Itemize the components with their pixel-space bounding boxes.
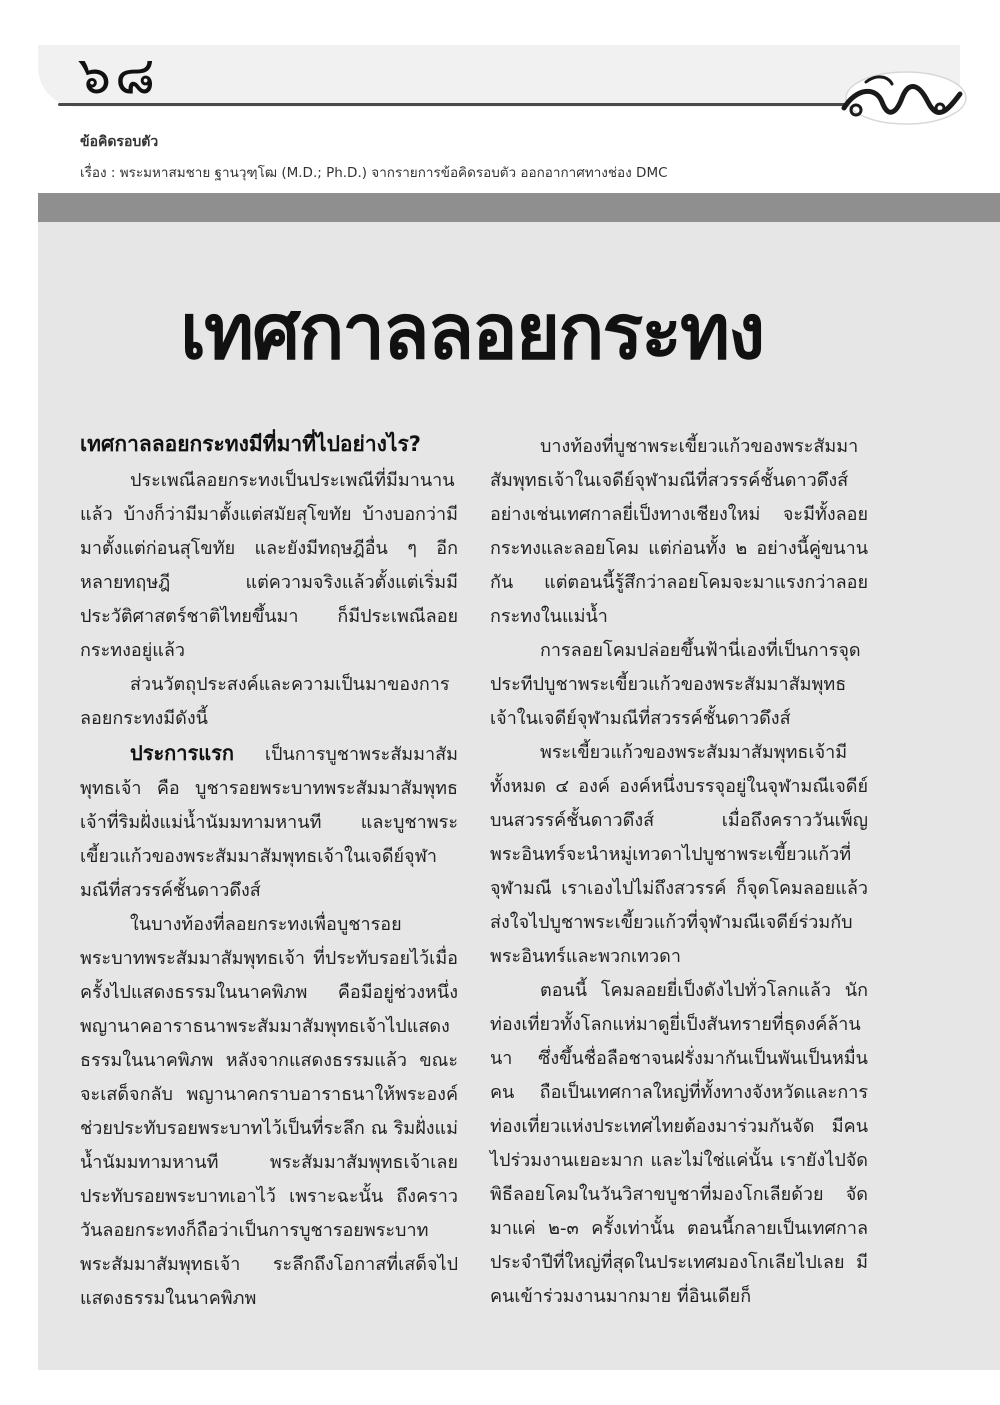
top-band [38,193,1000,222]
paragraph: ตอนนี้ โคมลอยยี่เป็งดังไปทั่วโลกแล้ว นักท่องเที่ยวทั้งโลกแห่มาดูยี่เป็งสันทรายที่ธุดงค์ล้านนา ซึ่งขึ้นชื่อลือชาจนฝรั่งมากันเป็นพันเป็นหมื่นคน ถือเป็นเทศกาลใหญ่ที่ทั้งทางจังหวัดและการท่องเที่ยวแห่งประเทศไทยต้องมาร่วมกันจัด มีคนไปร่วมงานเยอะมาก และไม่ใช่แค่นั้น เรายังไปจัดพิธีลอยโคมในวันวิสาขบูชาที่มองโกเลียด้วย จัดมาแค่ ๒-๓ ครั้งเท่านั้น ตอนนี้กลายเป็นเทศกาลประจำปีที่ใหญ่ที่สุดในประเทศมองโกเลียไปเลย มีคนเข้าร่วมงานมากมาย ที่อินเดียก็ [490,980,868,1307]
paragraph: การลอยโคมปล่อยขึ้นฟ้านี่เองที่เป็นการจุดประทีปบูชาพระเขี้ยวแก้วของพระสัมมาสัมพุทธเจ้าในเจดีย์จุฬามณีที่สวรรค์ชั้นดาวดึงส์ [490,640,861,729]
article-subheading: เทศกาลลอยกระทงมีที่มาที่ไปอย่างไร? [80,432,421,456]
paragraph [80,736,458,908]
magazine-logo [836,68,968,130]
article-title: เทศกาลลอยกระทง [180,287,764,376]
first-reason-label: ประการแรก [130,741,235,765]
left-column [80,424,458,1316]
paragraph: บางท้องที่บูชาพระเขี้ยวแก้วของพระสัมมาสัมพุทธเจ้าในเจดีย์จุฬามณีที่สวรรค์ชั้นดาวดึงส์ อย่างเช่นเทศกาลยี่เป็งทางเชียงใหม่ จะมีทั้งลอยกระทงและลอยโคม แต่ก่อนทั้ง ๒ อย่างนี้คู่ขนานกัน แต่ตอนนี้รู้สึกว่าลอยโคมจะมาแรงกว่าลอยกระทงในแม่น้ำ [490,436,868,627]
paragraph: ส่วนวัตถุประสงค์และความเป็นมาของการลอยกระทงมีดังนี้ [80,674,450,729]
subject-line: เรื่อง : พระมหาสมชาย ฐานวุฑฺโฒ (M.D.; Ph.D.) จากรายการข้อคิดรอบตัว ออกอากาศทางช่อง DMC [80,165,668,181]
section-title: ข้อคิดรอบตัว [80,134,159,150]
right-column [490,430,868,1314]
paragraph: ประเพณีลอยกระทงเป็นประเพณีที่มีมานานแล้ว บ้างก็ว่ามีมาตั้งแต่สมัยสุโขทัย บ้างบอกว่ามีมาตั้งแต่ก่อนสุโขทัย และยังมีทฤษฎีอื่น ๆ อีกหลายทฤษฎี แต่ความจริงแล้วตั้งแต่เริ่มมีประวัติศาสตร์ชาติไทยขึ้นมา ก็มีประเพณีลอยกระทงอยู่แล้ว [80,470,458,661]
paragraph: พระเขี้ยวแก้วของพระสัมมาสัมพุทธเจ้ามีทั้งหมด ๔ องค์ องค์หนึ่งบรรจุอยู่ในจุฬามณีเจดีย์ บนสวรรค์ชั้นดาวดึงส์ เมื่อถึงคราววันเพ็ญพระอินทร์จะนำหมู่เทวดาไปบูชาพระเขี้ยวแก้วที่จุฬามณี เราเองไปไม่ถึงสวรรค์ ก็จุดโคมลอยแล้วส่งใจไปบูชาพระเขี้ยวแก้วที่จุฬามณีเจดีย์ร่วมกับพระอินทร์และพวกเทวดา [490,742,868,967]
paragraph: ในบางท้องที่ลอยกระทงเพื่อบูชารอยพระบาทพระสัมมาสัมพุทธเจ้า ที่ประทับรอยไว้เมื่อครั้งไปแสดงธรรมในนาคพิภพ คือมีอยู่ช่วงหนึ่งพญานาคอาราธนาพระสัมมาสัมพุทธเจ้าไปแสดงธรรมในนาคพิภพ หลังจากแสดงธรรมแล้ว ขณะจะเสด็จกลับ พญานาคกราบอาราธนาให้พระองค์ช่วยประทับรอยพระบาทไว้เป็นที่ระลึก ณ ริมฝั่งแม่น้ำนัมมทามหานที พระสัมมาสัมพุทธเจ้าเลยประทับรอยพระบาทเอาไว้ เพราะฉะนั้น ถึงคราววันลอยกระทงก็ถือว่าเป็นการบูชารอยพระบาทพระสัมมาสัมพุทธเจ้า ระลึกถึงโอกาสที่เสด็จไปแสดงธรรมในนาคพิภพ [80,914,458,1309]
first-reason-text: เป็นการบูชาพระสัมมาสัมพุทธเจ้า คือ บูชารอยพระบาทพระสัมมาสัมพุทธเจ้าที่ริมฝั่งแม่น้ำนัมมทามหานที และบูชาพระเขี้ยวแก้วของพระสัมมาสัมพุทธเจ้าในเจดีย์จุฬามณีที่สวรรค์ชั้นดาวดึงส์ [80,744,458,901]
header-bar [38,45,960,107]
header-rule [58,103,950,106]
page-number: ๖๘ [78,46,160,106]
